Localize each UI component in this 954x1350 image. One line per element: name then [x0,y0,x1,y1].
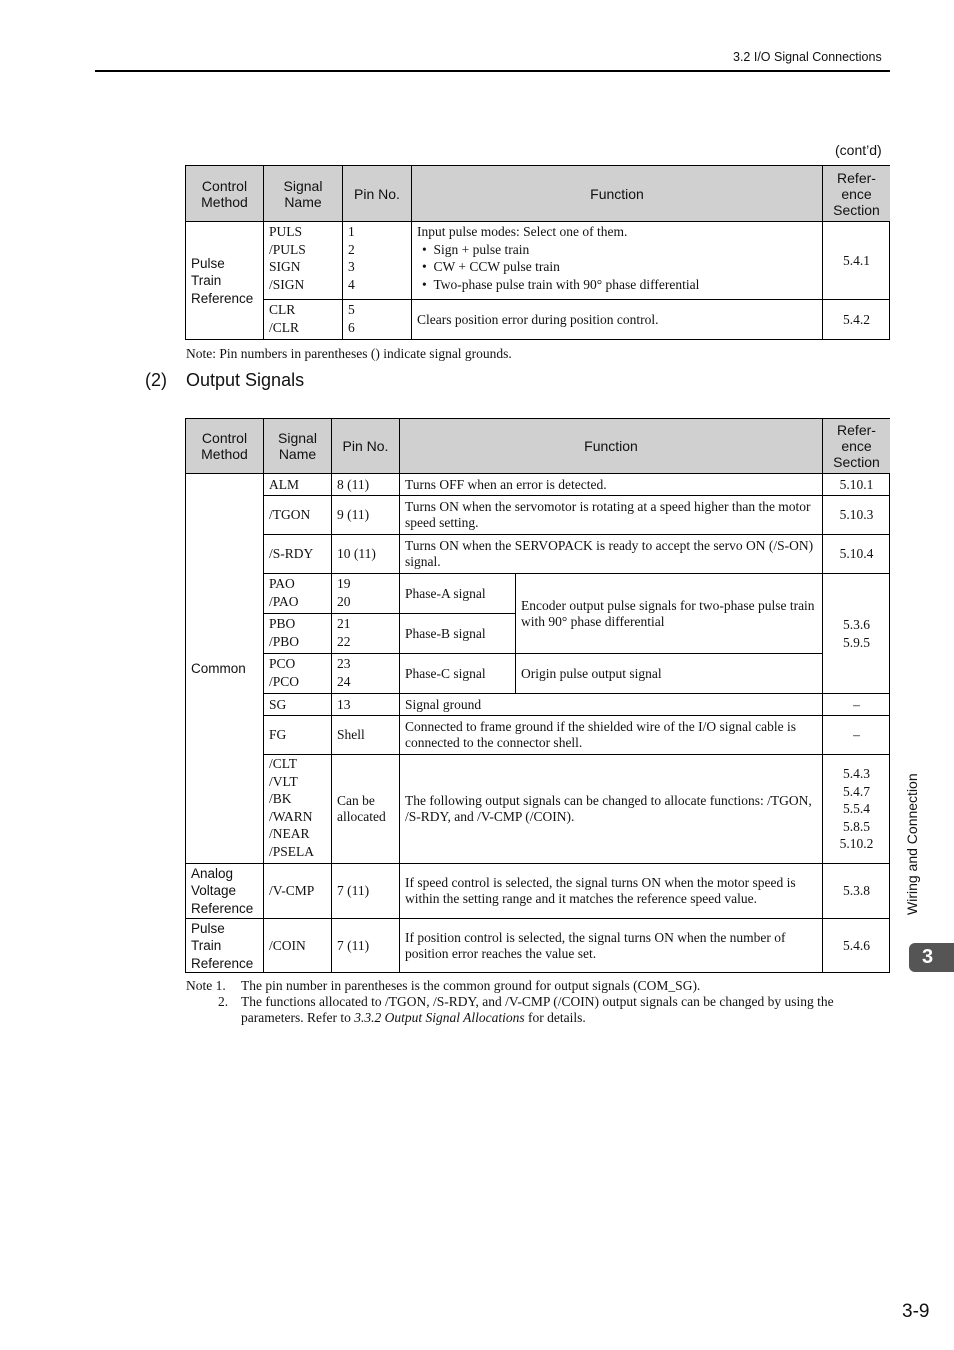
col-header-signal-name: Signal Name [264,419,332,474]
note-label-2: 2. [218,994,229,1009]
pin-tgon: 9 (11) [332,496,400,535]
col-header-pin-no: Pin No. [332,419,400,474]
signal-coin: /COIN [264,919,332,973]
ref-s-rdy: 5.10.4 [823,535,890,574]
function-tgon: Turns ON when the servomotor is rotating at a speed higher than the motor speed setting. [400,496,823,535]
bullet-item: • CW + CCW pulse train [422,259,560,274]
signal-pco: PCO /PCO [264,654,332,694]
note-text-2: The functions allocated to /TGON, /S-RDY, and /V-CMP (/COIN) output signals can be changed by using the parameters. Refer to 3.3.2 Output Signal Allocations for details. [241,994,834,1025]
ref-sg: – [823,694,890,716]
signal-tgon: /TGON [264,496,332,535]
pin-numbers: 5 6 [343,300,412,340]
page-number: 3-9 [902,1301,930,1322]
col-header-reference: Refer- ence Section [823,419,890,474]
signal-pbo: PBO /PBO [264,614,332,654]
ref-v-cmp: 5.3.8 [823,864,890,919]
signal-pao: PAO /PAO [264,574,332,614]
signal-v-cmp: /V-CMP [264,864,332,919]
signal-s-rdy: /S-RDY [264,535,332,574]
pin-alm: 8 (11) [332,474,400,496]
origin-pulse-description: Origin pulse output signal [516,654,823,694]
control-method-analog-voltage: Analog Voltage Reference [186,864,264,919]
function-pco: Phase-C signal [400,654,516,694]
signal-names: CLR /CLR [264,300,343,340]
signal-allocatable: /CLT /VLT /BK /WARN /NEAR /PSELA [264,755,332,864]
function-cell: Clears position error during position control. [412,300,823,340]
col-header-pin-no: Pin No. [343,166,412,222]
col-header-control-method: Control Method [186,166,264,222]
function-intro: Input pulse modes: Select one of them. [417,224,628,239]
running-header: 3.2 I/O Signal Connections [733,50,882,64]
function-alm: Turns OFF when an error is detected. [400,474,823,496]
ref-encoder-output: 5.3.6 5.9.5 [823,574,890,694]
ref-tgon: 5.10.3 [823,496,890,535]
chapter-side-label: Wiring and Connection [904,773,920,915]
col-header-signal-name: Signal Name [264,166,343,222]
col-header-control-method: Control Method [186,419,264,474]
pin-fg: Shell [332,716,400,755]
function-fg: Connected to frame ground if the shielded wire of the I/O signal cable is connected to the connector shell. [400,716,823,755]
bullet-item: • Two-phase pulse train with 90° phase differential [422,276,700,292]
pin-sg: 13 [332,694,400,716]
function-sg: Signal ground [400,694,823,716]
pin-v-cmp: 7 (11) [332,864,400,919]
pin-s-rdy: 10 (11) [332,535,400,574]
pin-numbers: 1 2 3 4 [343,222,412,300]
function-allocatable: The following output signals can be changed to allocate functions: /TGON, /S-RDY, and /V-CMP (/COIN). [400,755,823,864]
signal-alm: ALM [264,474,332,496]
control-method-pulse-train: Pulse Train Reference [186,222,264,340]
function-pbo: Phase-B signal [400,614,516,654]
note-label-1: Note 1. [186,978,226,993]
section-title: Output Signals [186,370,305,390]
encoder-output-description: Encoder output pulse signals for two-phase pulse train with 90° phase differential [516,574,823,654]
function-pao: Phase-A signal [400,574,516,614]
function-s-rdy: Turns ON when the SERVOPACK is ready to accept the servo ON (/S-ON) signal. [400,535,823,574]
function-v-cmp: If speed control is selected, the signal turns ON when the motor speed is within the setting range and it matches the reference speed value. [400,864,823,919]
table-note: Note: Pin numbers in parentheses () indicate signal grounds. [186,346,512,361]
header-rule [95,70,890,72]
ref-fg: – [823,716,890,755]
col-header-function: Function [412,166,823,222]
reference-section: 5.4.1 [823,222,890,300]
output-signals-table [185,418,890,973]
pin-coin: 7 (11) [332,919,400,973]
section-number: (2) [145,370,167,390]
signal-fg: FG [264,716,332,755]
ref-allocatable: 5.4.3 5.4.7 5.5.4 5.8.5 5.10.2 [823,755,890,864]
control-method-pulse-train: Pulse Train Reference [186,919,264,973]
signal-sg: SG [264,694,332,716]
col-header-reference: Refer- ence Section [823,166,890,222]
chapter-tab: 3 [909,943,954,972]
function-cell [412,222,823,300]
function-coin: If position control is selected, the signal turns ON when the number of position error reaches the value set. [400,919,823,973]
ref-alm: 5.10.1 [823,474,890,496]
input-signals-table [185,165,890,340]
pin-allocatable: Can be allocated [332,755,400,864]
pin-pco: 23 24 [332,654,400,694]
contd-label: (cont’d) [835,142,882,158]
pin-pbo: 21 22 [332,614,400,654]
pin-pao: 19 20 [332,574,400,614]
col-header-function: Function [400,419,823,474]
bullet-item: • Sign + pulse train [422,241,530,257]
ref-coin: 5.4.6 [843,938,870,954]
control-method-common: Common [186,474,264,864]
signal-names: PULS /PULS SIGN /SIGN [264,222,343,300]
reference-section: 5.4.2 [843,312,870,328]
note-text-1: The pin number in parentheses is the common ground for output signals (COM_SG). [241,978,701,993]
